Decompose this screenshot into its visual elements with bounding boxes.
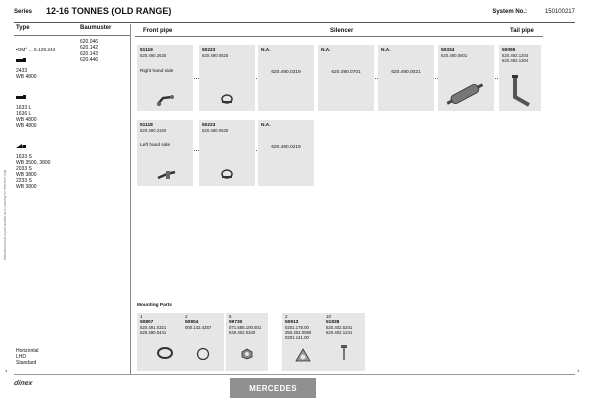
tail-pipe[interactable] xyxy=(499,45,541,111)
front-pipe-icon xyxy=(155,168,179,182)
mounting-title: Mounting Parts xyxy=(137,303,172,308)
col-silencer: Silencer xyxy=(330,28,354,34)
type-line: 1633 S xyxy=(16,154,32,160)
spec-item: Standard xyxy=(16,360,37,366)
type-line: WB 4800 xyxy=(16,123,37,129)
mounting-part[interactable] xyxy=(226,313,268,371)
baumuster-item: 620.446 xyxy=(80,57,99,63)
part-qty: 5 xyxy=(229,314,232,319)
clamp-icon xyxy=(219,93,235,105)
front-pipe-icon xyxy=(155,93,177,107)
type-line: WB 3800 xyxy=(16,172,37,178)
part-ref: 620.490.0219 xyxy=(271,145,301,150)
part-ref: 350.402.0080 xyxy=(285,330,312,335)
part-ref: 620.490.0601 xyxy=(441,53,468,58)
col-type: Type xyxy=(16,25,30,31)
engine-label: •OM° ... 5.129.244 xyxy=(16,48,56,53)
spec-item: LHD xyxy=(16,354,27,360)
part-qty: 1 xyxy=(140,314,143,319)
tipper-icon xyxy=(16,144,26,149)
part-ref: 620.490.0441 xyxy=(140,330,167,335)
type-line: 2233 S xyxy=(16,178,32,184)
hand-label: Right hand side xyxy=(140,69,174,74)
type-line: 1636 L xyxy=(16,111,32,117)
part-ref: 040.402.0340 xyxy=(229,330,256,335)
part-code: 51838 xyxy=(326,320,340,325)
system-label: System No.: xyxy=(492,9,527,15)
part-code: N.A. xyxy=(381,48,391,53)
type-divider xyxy=(14,35,131,36)
page-number-left: 1 xyxy=(5,368,8,373)
part-ref-2: 620.492.1304 xyxy=(502,58,529,63)
part-code: 51119 xyxy=(140,48,153,53)
type-line: WB 3500, 3800 xyxy=(16,160,51,166)
clamp-right[interactable] xyxy=(199,45,255,111)
type-line: WB 3800 xyxy=(16,184,37,190)
baumuster-list xyxy=(80,39,98,63)
part-code: 51118 xyxy=(140,123,153,128)
baumuster-item: 620.142 xyxy=(80,45,99,51)
part-ref: 0201.141.00 xyxy=(285,335,309,340)
clamp-icon xyxy=(219,168,235,180)
part-qty: 2 xyxy=(185,314,188,319)
spec-item: Horizontal xyxy=(16,348,39,354)
part-ref: 620.402.1241 xyxy=(326,330,353,335)
hand-label: Left hand side xyxy=(140,143,171,148)
system-number: 150100217 xyxy=(544,9,575,15)
parts-divider xyxy=(135,36,543,37)
flange-icon xyxy=(295,348,311,362)
mounting-parts xyxy=(137,303,172,308)
part-ref: 071.555.100.501 xyxy=(229,325,262,330)
spec-list xyxy=(16,348,39,366)
part-ref: 620.402.5341 xyxy=(326,325,353,330)
type-list xyxy=(16,38,76,190)
na-part-left[interactable] xyxy=(258,120,314,186)
baumuster-item: 620.046 xyxy=(80,39,99,45)
part-code: 50334 xyxy=(441,48,455,53)
mounting-part[interactable] xyxy=(182,313,224,371)
part-ref: 620.490.0625 xyxy=(202,128,229,133)
type-line: 1633 L xyxy=(16,105,32,111)
side-disclaimer: Manufactured as a part number as a courtesy for reference only xyxy=(3,169,7,260)
silencer-icon xyxy=(444,79,488,109)
truck-icon xyxy=(16,58,26,63)
bolt-icon xyxy=(340,345,348,361)
part-ref: 620.490.0319 xyxy=(271,70,301,75)
header-divider xyxy=(14,22,575,23)
part-code: 50223 xyxy=(202,48,216,53)
footer-divider xyxy=(14,374,575,375)
front-pipe-right[interactable] xyxy=(137,45,193,111)
dinex-logo: dinex xyxy=(13,380,33,387)
part-code: 99730 xyxy=(229,320,243,325)
na-part-right[interactable] xyxy=(258,45,314,111)
tail-pipe-icon xyxy=(509,73,535,109)
part-ref: 000.142.4257 xyxy=(185,325,212,330)
column-separator xyxy=(130,24,131,374)
type-line: 2033 S xyxy=(16,166,32,172)
mounting-part[interactable] xyxy=(282,313,324,371)
header xyxy=(14,6,575,22)
part-ref: 620.491.0321 xyxy=(140,325,167,330)
truck-icon xyxy=(16,95,26,100)
page-number-right: 1 xyxy=(577,368,580,373)
brand-label: MERCEDES xyxy=(230,378,316,398)
type-line: WB 4800 xyxy=(16,117,37,123)
front-pipe-left[interactable] xyxy=(137,120,193,186)
part-ref: 0201.178.00 xyxy=(285,325,309,330)
col-baumuster: Baumuster xyxy=(80,25,112,31)
part-code: 50804 xyxy=(185,320,199,325)
type-entry xyxy=(16,136,76,190)
part-qty: 10 xyxy=(326,314,332,319)
part-code: N.A. xyxy=(261,123,271,128)
clamp-ring-icon xyxy=(155,346,175,360)
mounting-part[interactable] xyxy=(323,313,365,371)
type-entry xyxy=(16,50,76,80)
type-entry xyxy=(16,87,76,129)
type-line: WB 4800 xyxy=(16,74,37,80)
silencer-a[interactable] xyxy=(318,45,374,111)
silencer-b[interactable] xyxy=(378,45,434,111)
part-ref: 620.490.0625 xyxy=(202,53,229,58)
part-code: N.A. xyxy=(261,48,271,53)
nut-icon xyxy=(241,348,253,360)
part-code: N.A. xyxy=(321,48,331,53)
part-code: 50055 xyxy=(502,48,516,53)
baumuster-item: 620.143 xyxy=(80,51,99,57)
series-label: Series xyxy=(14,9,33,15)
gasket-ring-icon xyxy=(195,346,211,362)
type-entry xyxy=(16,38,76,53)
col-tail-pipe: Tail pipe xyxy=(510,28,534,34)
type-line: 2433 xyxy=(16,68,28,74)
part-code: 50807 xyxy=(140,320,154,325)
part-qty: 2 xyxy=(285,314,288,319)
col-front-pipe: Front pipe xyxy=(143,28,173,34)
clamp-left[interactable] xyxy=(199,120,255,186)
part-ref: 620.490.0021 xyxy=(391,70,421,75)
part-ref: 620.490.2320 xyxy=(140,128,167,133)
part-ref: 620.490.2625 xyxy=(140,53,167,58)
part-ref: 620.492.1204 xyxy=(502,53,529,58)
page-title: 12-16 TONNES (OLD RANGE) xyxy=(46,6,172,16)
part-code: 50913 xyxy=(285,320,299,325)
part-ref: 620.490.0701 xyxy=(331,70,361,75)
silencer-c[interactable] xyxy=(438,45,494,111)
part-code: 50223 xyxy=(202,123,216,128)
